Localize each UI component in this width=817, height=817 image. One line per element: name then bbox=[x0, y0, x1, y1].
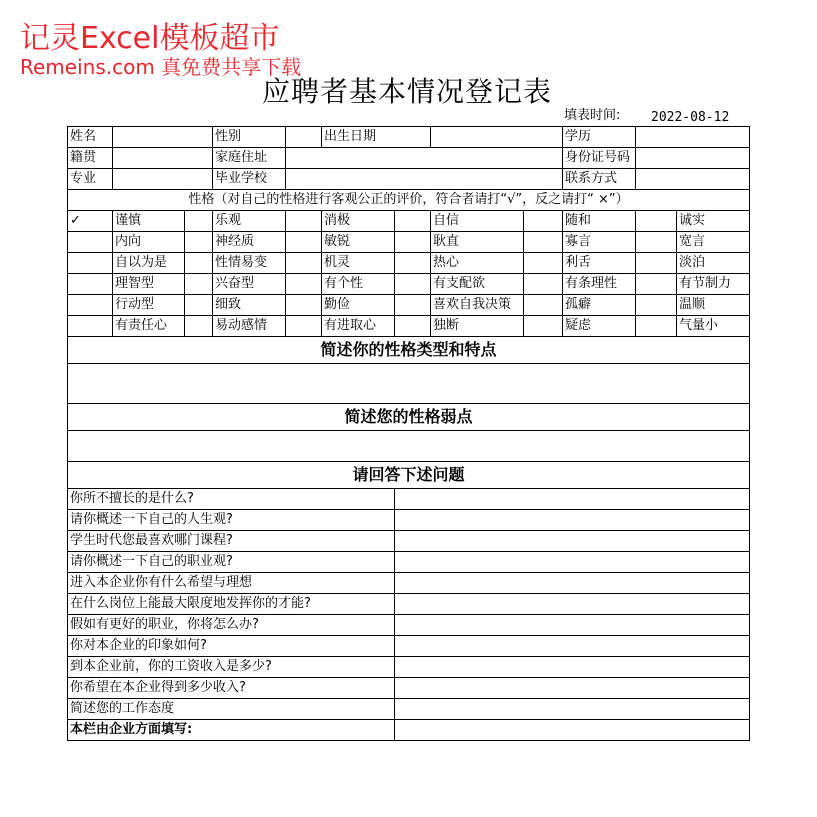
personality-header-row bbox=[68, 190, 750, 211]
check-cell[interactable] bbox=[185, 274, 213, 295]
check-cell[interactable] bbox=[185, 295, 213, 316]
trait-label: 有节制力 bbox=[677, 274, 750, 295]
answer-row bbox=[68, 364, 750, 404]
check-cell[interactable] bbox=[636, 211, 677, 232]
check-cell[interactable] bbox=[286, 274, 322, 295]
check-cell[interactable] bbox=[636, 274, 677, 295]
weakness-answer[interactable] bbox=[68, 431, 750, 462]
trait-label: 宽言 bbox=[677, 232, 750, 253]
birthdate-cell[interactable] bbox=[431, 127, 563, 148]
question-row bbox=[68, 489, 750, 510]
home-address-cell[interactable] bbox=[286, 148, 563, 169]
traits-row bbox=[68, 232, 750, 253]
check-cell[interactable] bbox=[185, 316, 213, 337]
question-row bbox=[68, 510, 750, 531]
trait-label: 温顺 bbox=[677, 295, 750, 316]
check-cell[interactable] bbox=[68, 274, 113, 295]
trait-label: 诚实 bbox=[677, 211, 750, 232]
trait-label: 兴奋型 bbox=[213, 274, 286, 295]
question-row bbox=[68, 594, 750, 615]
name-cell[interactable] bbox=[113, 127, 213, 148]
question-label: 你所不擅长的是什么? bbox=[68, 489, 395, 510]
section-personality-type: 简述你的性格类型和特点 bbox=[68, 337, 750, 364]
answer-row bbox=[68, 431, 750, 462]
question-label: 进入本企业你有什么希望与理想 bbox=[68, 573, 395, 594]
question-label: 学生时代您最喜欢哪门课程? bbox=[68, 531, 395, 552]
check-cell[interactable] bbox=[185, 253, 213, 274]
check-cell[interactable] bbox=[395, 316, 431, 337]
question-row bbox=[68, 678, 750, 699]
check-cell[interactable] bbox=[524, 316, 563, 337]
trait-label: 机灵 bbox=[322, 253, 395, 274]
check-cell[interactable] bbox=[68, 316, 113, 337]
trait-label: 喜欢自我决策 bbox=[431, 295, 524, 316]
watermark-subtitle: Remeins.com 真免费共享下载 bbox=[20, 55, 302, 79]
trait-label: 独断 bbox=[431, 316, 524, 337]
question-answer[interactable] bbox=[395, 510, 750, 531]
trait-label: 随和 bbox=[563, 211, 636, 232]
check-cell[interactable] bbox=[395, 295, 431, 316]
basic-row bbox=[68, 148, 750, 169]
question-label: 假如有更好的职业，你将怎么办? bbox=[68, 615, 395, 636]
question-label: 简述您的工作态度 bbox=[68, 699, 395, 720]
trait-label: 细致 bbox=[213, 295, 286, 316]
question-row bbox=[68, 615, 750, 636]
check-cell[interactable] bbox=[286, 232, 322, 253]
trait-label: 谨慎 bbox=[113, 211, 185, 232]
section-weakness: 简述您的性格弱点 bbox=[68, 404, 750, 431]
check-cell[interactable] bbox=[286, 316, 322, 337]
fill-date: 2022-08-12 bbox=[651, 110, 730, 125]
check-cell[interactable] bbox=[636, 232, 677, 253]
school-cell[interactable] bbox=[286, 169, 563, 190]
question-answer[interactable] bbox=[395, 531, 750, 552]
trait-label: 孤癖 bbox=[563, 295, 636, 316]
label-contact: 联系方式 bbox=[563, 169, 636, 190]
label-major: 专业 bbox=[68, 169, 113, 190]
question-row bbox=[68, 657, 750, 678]
check-cell[interactable] bbox=[524, 232, 563, 253]
check-cell[interactable] bbox=[524, 211, 563, 232]
question-answer[interactable] bbox=[395, 552, 750, 573]
label-home-address: 家庭住址 bbox=[213, 148, 286, 169]
check-cell[interactable] bbox=[68, 232, 113, 253]
trait-label: 性情易变 bbox=[213, 253, 286, 274]
personality-type-answer[interactable] bbox=[68, 364, 750, 404]
question-label: 请你概述一下自己的人生观? bbox=[68, 510, 395, 531]
question-row bbox=[68, 636, 750, 657]
check-cell[interactable] bbox=[395, 211, 431, 232]
label-school: 毕业学校 bbox=[213, 169, 286, 190]
gender-cell[interactable] bbox=[286, 127, 322, 148]
trait-label: 勤俭 bbox=[322, 295, 395, 316]
personality-header: 性格（对自己的性格进行客观公正的评价，符合者请打“√”，反之请打“ ×”） bbox=[68, 190, 750, 211]
question-label: 你希望在本企业得到多少收入? bbox=[68, 678, 395, 699]
trait-label: 理智型 bbox=[113, 274, 185, 295]
question-row bbox=[68, 552, 750, 573]
question-answer[interactable] bbox=[395, 636, 750, 657]
company-fill-label: 本栏由企业方面填写: bbox=[68, 720, 395, 741]
trait-label: 敏锐 bbox=[322, 232, 395, 253]
page-title: 应聘者基本情况登记表 bbox=[262, 75, 553, 108]
section-row bbox=[68, 404, 750, 431]
check-cell[interactable] bbox=[395, 274, 431, 295]
company-fill-cell[interactable] bbox=[395, 720, 750, 741]
trait-label: 神经质 bbox=[213, 232, 286, 253]
major-cell[interactable] bbox=[113, 169, 213, 190]
education-cell[interactable] bbox=[636, 127, 750, 148]
trait-label: 行动型 bbox=[113, 295, 185, 316]
trait-label: 疑虑 bbox=[563, 316, 636, 337]
check-cell[interactable] bbox=[636, 295, 677, 316]
check-cell[interactable] bbox=[286, 253, 322, 274]
trait-label: 有条理性 bbox=[563, 274, 636, 295]
check-cell[interactable] bbox=[395, 253, 431, 274]
trait-label: 易动感情 bbox=[213, 316, 286, 337]
fill-time-label: 填表时间: bbox=[564, 108, 621, 123]
section-row bbox=[68, 337, 750, 364]
trait-label: 气量小 bbox=[677, 316, 750, 337]
check-cell[interactable] bbox=[636, 316, 677, 337]
trait-label: 利舌 bbox=[563, 253, 636, 274]
trait-label: 消极 bbox=[322, 211, 395, 232]
label-id-number: 身份证号码 bbox=[563, 148, 636, 169]
trait-label: 有个性 bbox=[322, 274, 395, 295]
check-cell[interactable] bbox=[636, 253, 677, 274]
check-cell[interactable] bbox=[395, 232, 431, 253]
trait-label: 有进取心 bbox=[322, 316, 395, 337]
check-cell[interactable] bbox=[524, 253, 563, 274]
check-cell[interactable] bbox=[185, 232, 213, 253]
question-answer[interactable] bbox=[395, 489, 750, 510]
trait-label: 淡泊 bbox=[677, 253, 750, 274]
traits-row bbox=[68, 295, 750, 316]
question-row bbox=[68, 531, 750, 552]
native-place-cell[interactable] bbox=[113, 148, 213, 169]
question-label: 到本企业前，你的工资收入是多少? bbox=[68, 657, 395, 678]
label-education: 学历 bbox=[563, 127, 636, 148]
check-cell[interactable] bbox=[286, 295, 322, 316]
check-cell[interactable] bbox=[524, 274, 563, 295]
question-label: 你对本企业的印象如何? bbox=[68, 636, 395, 657]
check-cell[interactable] bbox=[68, 295, 113, 316]
check-cell[interactable] bbox=[524, 295, 563, 316]
question-answer[interactable] bbox=[395, 594, 750, 615]
question-label: 请你概述一下自己的职业观? bbox=[68, 552, 395, 573]
label-gender: 性别 bbox=[213, 127, 286, 148]
label-birthdate: 出生日期 bbox=[322, 127, 431, 148]
label-name: 姓名 bbox=[68, 127, 113, 148]
trait-label: 有责任心 bbox=[113, 316, 185, 337]
check-cell[interactable] bbox=[68, 253, 113, 274]
company-row bbox=[68, 720, 750, 741]
registration-form-table bbox=[67, 126, 750, 741]
traits-row bbox=[68, 274, 750, 295]
trait-label: 寡言 bbox=[563, 232, 636, 253]
watermark-title: 记灵Excel模板超市 bbox=[20, 21, 280, 56]
trait-label: 乐观 bbox=[213, 211, 286, 232]
contact-cell[interactable] bbox=[636, 169, 750, 190]
check-cell[interactable] bbox=[286, 211, 322, 232]
question-row bbox=[68, 573, 750, 594]
basic-row bbox=[68, 127, 750, 148]
question-answer[interactable] bbox=[395, 678, 750, 699]
section-questions: 请回答下述问题 bbox=[68, 462, 750, 489]
trait-label: 有支配欲 bbox=[431, 274, 524, 295]
trait-label: 耿直 bbox=[431, 232, 524, 253]
question-answer[interactable] bbox=[395, 573, 750, 594]
trait-label: 自以为是 bbox=[113, 253, 185, 274]
question-row bbox=[68, 699, 750, 720]
traits-row bbox=[68, 211, 750, 232]
check-cell[interactable] bbox=[185, 211, 213, 232]
question-label: 在什么岗位上能最大限度地发挥你的才能? bbox=[68, 594, 395, 615]
question-answer[interactable] bbox=[395, 699, 750, 720]
check-cell[interactable]: ✓ bbox=[68, 211, 113, 232]
question-answer[interactable] bbox=[395, 615, 750, 636]
question-answer[interactable] bbox=[395, 657, 750, 678]
traits-row bbox=[68, 253, 750, 274]
trait-label: 热心 bbox=[431, 253, 524, 274]
basic-row bbox=[68, 169, 750, 190]
trait-label: 内向 bbox=[113, 232, 185, 253]
traits-row bbox=[68, 316, 750, 337]
trait-label: 自信 bbox=[431, 211, 524, 232]
section-row bbox=[68, 462, 750, 489]
label-native-place: 籍贯 bbox=[68, 148, 113, 169]
id-number-cell[interactable] bbox=[636, 148, 750, 169]
